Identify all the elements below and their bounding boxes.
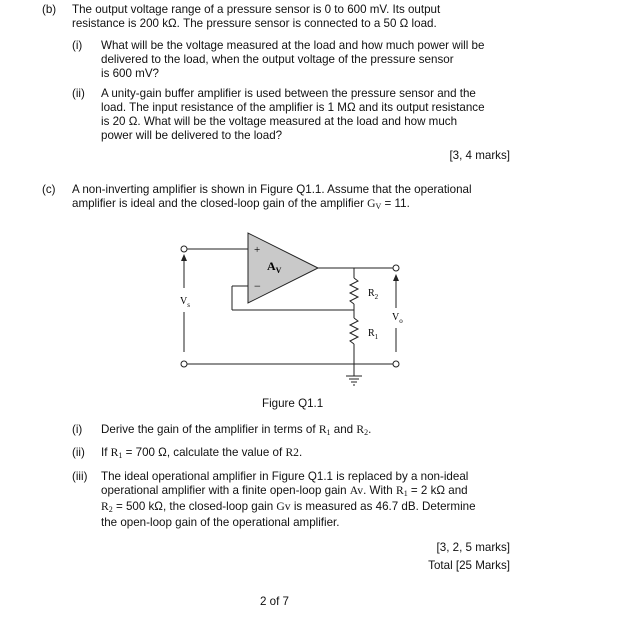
part-c-i-label: (i)	[72, 423, 83, 436]
vo-arrowhead	[393, 274, 399, 281]
figure-q1-1-circuit	[170, 228, 410, 388]
part-c-i-text: Derive the gain of the amplifier in terms of $R_1$ and $R_2$.	[101, 423, 372, 437]
part-c-iii-line2: operational amplifier with a finite open-loop gain Av. With $R_1 = 2$ kΩ and	[101, 484, 468, 498]
part-b-ii-line3: is 20 Ω. What will be the voltage measured at the load and how much	[101, 115, 458, 128]
part-b-ii-line1: A unity-gain buffer amplifier is used between the pressure sensor and the	[101, 87, 476, 100]
vs-label: $V_s$	[180, 296, 190, 309]
resistor-r2	[350, 278, 358, 304]
part-b-marks: [3, 4 marks]	[449, 149, 510, 162]
part-b-i-line1: What will be the voltage measured at the load and how much power will be	[101, 39, 485, 52]
part-c-intro-line2: amplifier is ideal and the closed-loop gain of the amplifier $G_V = 11$.	[72, 197, 410, 211]
part-c-ii-label: (ii)	[72, 446, 85, 459]
part-c-ii-text: If $R_1 = 700$ Ω, calculate the value of R2.	[101, 446, 303, 460]
ground-icon	[346, 376, 362, 385]
part-c-label: (c)	[42, 183, 56, 196]
part-c-iii-line1: The ideal operational amplifier in Figure Q1.1 is replaced by a non-ideal	[101, 470, 469, 483]
r2-label: $R_2$	[368, 288, 379, 301]
vo-top-terminal	[393, 265, 399, 271]
part-c-iii-line3: $R_2 = 500$ kΩ, the closed-loop gain Gv is measured as 46.7 dB. Determine	[101, 500, 476, 514]
vo-bottom-terminal	[393, 361, 399, 367]
resistor-r1	[350, 318, 358, 344]
page-number: 2 of 7	[260, 595, 290, 608]
part-b-intro-line2: resistance is 200 kΩ. The pressure sensor is connected to a 50 Ω load.	[72, 17, 437, 30]
total-marks: Total [25 Marks]	[428, 559, 510, 572]
vo-label: $V_o$	[392, 312, 403, 325]
part-b-ii-label: (ii)	[72, 87, 85, 100]
r1-label: $R_1$	[368, 328, 379, 341]
part-b-label: (b)	[42, 3, 57, 16]
part-b-i-line2: delivered to the load, when the output voltage of the pressure sensor	[101, 53, 454, 66]
vs-bottom-terminal	[181, 361, 187, 367]
part-b-ii-line4: power will be delivered to the load?	[101, 129, 283, 142]
vs-top-terminal	[181, 246, 187, 252]
op-amp-minus-sign: −	[254, 279, 261, 293]
gain-symbol: $G_V$	[367, 197, 382, 211]
part-c-intro-line1: A non-inverting amplifier is shown in Figure Q1.1. Assume that the operational	[72, 183, 472, 196]
part-b-i-line3: is 600 mV?	[101, 67, 159, 80]
part-c-iii-label: (iii)	[72, 470, 88, 483]
part-b-intro-line1: The output voltage range of a pressure sensor is 0 to 600 mV. Its output	[72, 3, 441, 16]
vs-arrowhead	[181, 254, 187, 261]
part-c-marks: [3, 2, 5 marks]	[436, 541, 510, 554]
op-amp-gain-label: $A_V$	[267, 259, 282, 275]
op-amp-plus-sign: +	[254, 244, 261, 256]
part-c-iii-line4: the open-loop gain of the operational amplifier.	[101, 516, 340, 529]
part-b-ii-line2: load. The input resistance of the amplifier is 1 MΩ and its output resistance	[101, 101, 485, 114]
figure-caption: Figure Q1.1	[262, 397, 324, 410]
part-b-i-label: (i)	[72, 39, 83, 52]
